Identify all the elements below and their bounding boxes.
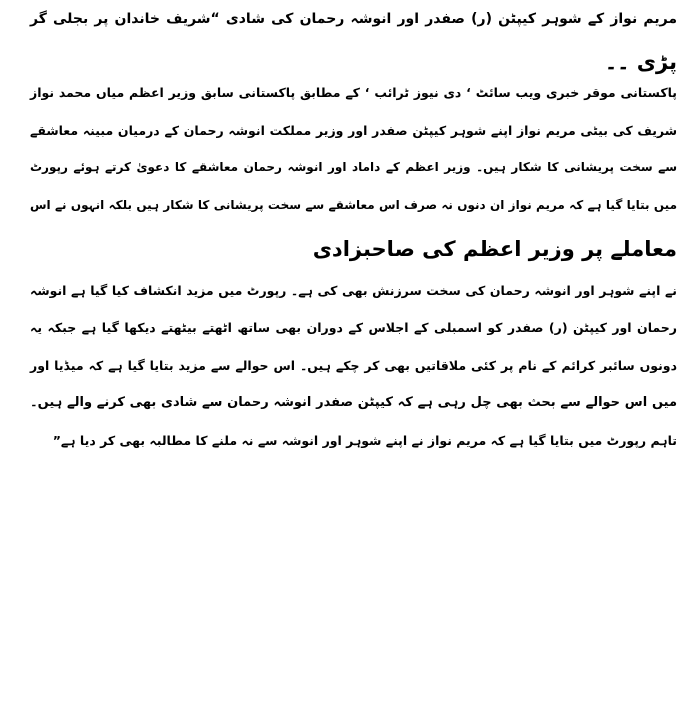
paragraph-2-line-2: رحمان اور کیپٹن (ر) صفدر کو اسمبلی کے اجلاس کے دوران بھی ساتھ اٹھتے بیٹھتے دیکھا گیا ہے جبکہ یہ — [30, 320, 677, 335]
paragraph-1-line-5: معاملے پر وزیر اعظم کی صاحبزادی — [312, 237, 677, 261]
paragraph-2-line-4: میں اس حوالے سے بحث بھی چل رہی ہے کہ کیپٹن صفدر انوشہ رحمان سے شادی بھی کرنے والے ہیں۔ — [30, 395, 677, 410]
paragraph-1-line-1: پاکستانی موقر خبری ویب سائٹ ‘ دی نیوز ٹرائب ‘ کے مطابق پاکستانی سابق وزیر اعظم میاں محمد نواز — [30, 85, 677, 100]
paragraph-1-line-3: سے سخت پریشانی کا شکار ہیں۔ وزیر اعظم کے داماد اور انوشہ رحمان معاشقے کا دعویٰ کرتے ہوئے رپورٹ — [30, 160, 677, 174]
paragraph-2-line-5: تاہم رپورٹ میں بتایا گیا ہے کہ مریم نواز نے اپنے شوہر اور انوشہ سے نہ ملنے کا مطالبہ بھی کر دیا ہے” — [52, 432, 677, 448]
paragraph-1-line-2: شریف کی بیٹی مریم نواز اپنے شوہر کیپٹن صفدر اور وزیر مملکت انوشہ رحمان کے درمیان مبینہ معاشقے — [30, 122, 677, 138]
paragraph-2-line-3: دونوں سائبر کرائم کے نام پر کئی ملاقاتیں بھی کر چکے ہیں۔ اس حوالے سے مزید بتایا گیا ہے کہ میڈیا اور — [30, 357, 677, 373]
paragraph-2-line-1: نے اپنے شوہر اور انوشہ رحمان کی سخت سرزنش بھی کی ہے۔ رپورٹ میں مزید انکشاف کیا گیا ہے انوشہ — [30, 282, 677, 298]
paragraph-1-line-4: میں بتایا گیا ہے کہ مریم نواز ان دنوں نہ صرف اس معاشقے سے سخت پریشانی کا شکار ہیں بلکہ انہوں نے اس — [30, 197, 677, 212]
paragraph-gap — [30, 271, 677, 281]
headline-line-2: پڑی ۔۔ — [604, 49, 677, 74]
headline-line-1: مریم نواز کے شوہر کیپٹن (ر) صفدر اور انوشہ رحمان کی شادی “شریف خاندان پر بجلی گر — [30, 11, 677, 27]
